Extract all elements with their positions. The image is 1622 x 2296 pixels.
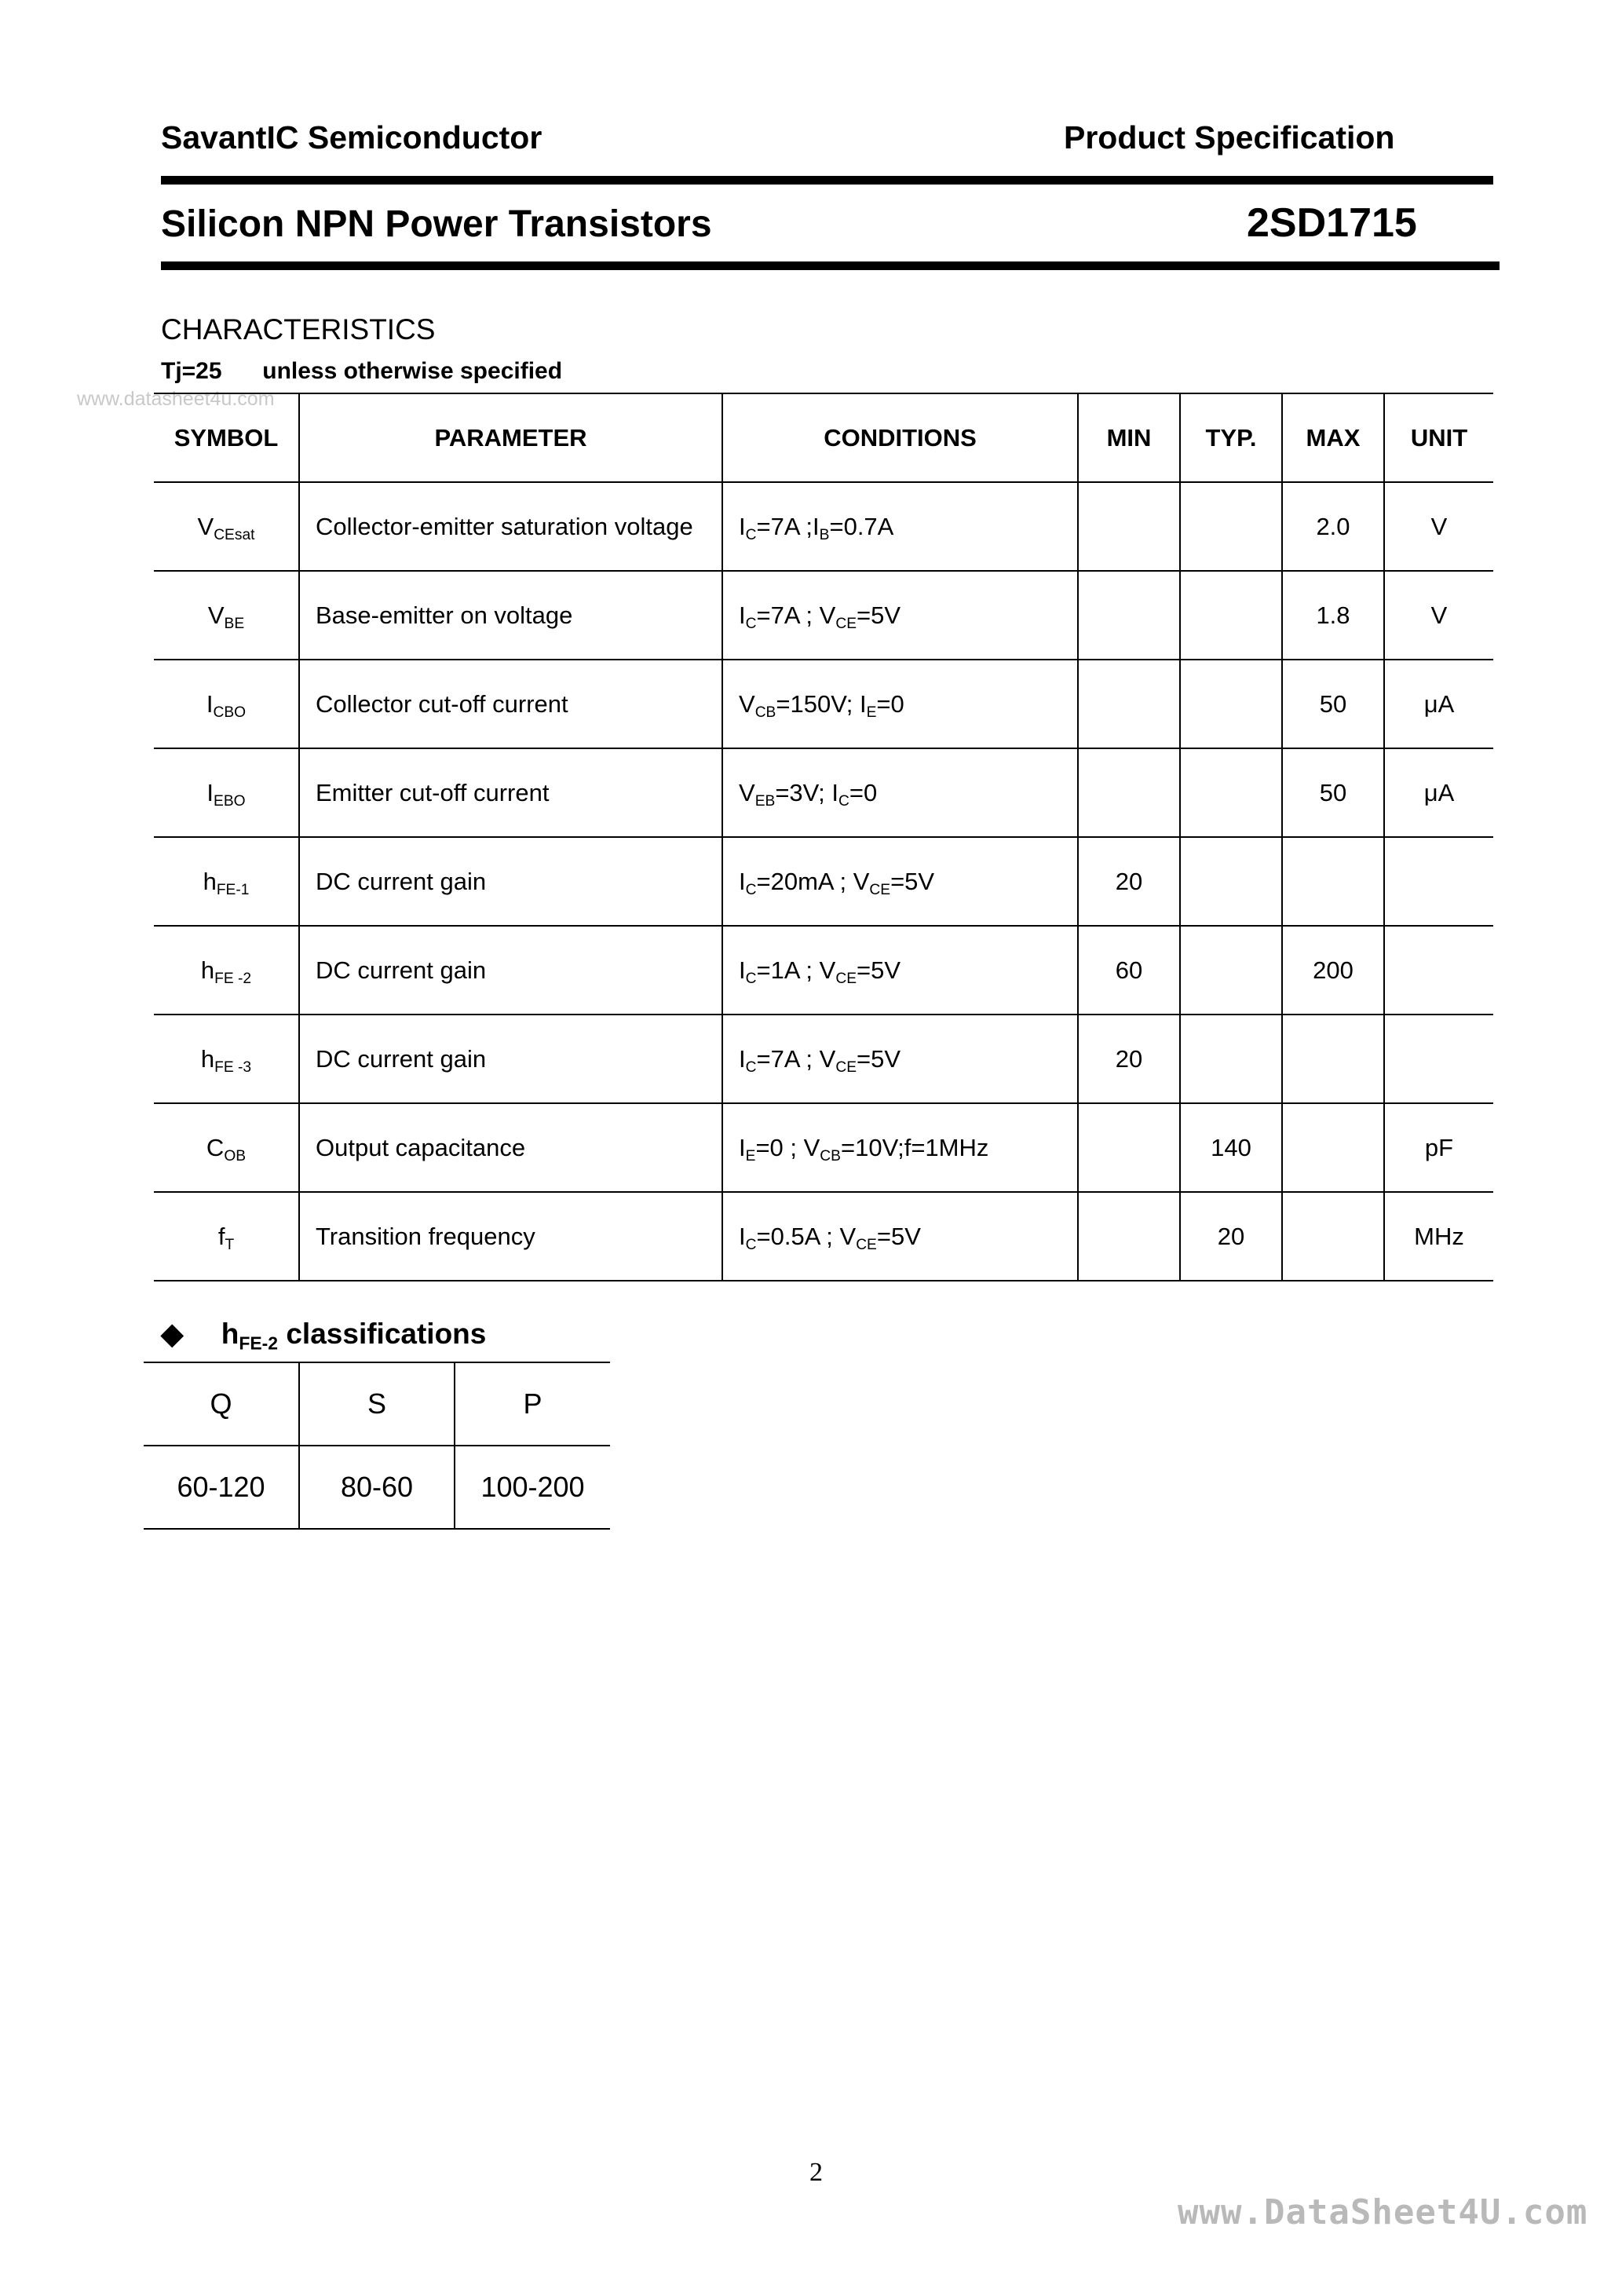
table-row <box>154 1103 1493 1192</box>
condition-text: =5V <box>890 867 935 895</box>
symbol-main: I <box>206 689 214 718</box>
classification-label-row <box>144 1362 610 1446</box>
max-cell <box>1282 1015 1384 1103</box>
hfe-subscript: FE-2 <box>239 1333 279 1354</box>
min-cell: 20 <box>1078 1015 1180 1103</box>
condition-text: =150V; I <box>776 689 867 718</box>
table-row <box>154 1192 1493 1281</box>
min-cell <box>1078 1192 1180 1281</box>
table-row <box>154 926 1493 1015</box>
condition-text: V <box>739 778 755 806</box>
symbol-main: f <box>217 1222 225 1250</box>
symbol-subscript: FE -3 <box>214 1058 252 1076</box>
symbol-subscript: FE -2 <box>214 970 252 987</box>
condition-text: =10V;f=1MHz <box>840 1133 989 1161</box>
col-header: SYMBOL <box>154 393 299 482</box>
symbol-cell <box>154 1015 299 1103</box>
symbol-cell <box>154 660 299 748</box>
max-cell <box>1282 837 1384 926</box>
typ-cell <box>1180 1015 1282 1103</box>
symbol-main: V <box>207 601 225 629</box>
max-cell: 50 <box>1282 660 1384 748</box>
class-range: 60-120 <box>144 1446 299 1529</box>
col-header: CONDITIONS <box>722 393 1078 482</box>
symbol-subscript: OB <box>224 1147 247 1164</box>
classification-value-row <box>144 1446 610 1529</box>
min-cell: 60 <box>1078 926 1180 1015</box>
table-row <box>154 1015 1493 1103</box>
typ-cell <box>1180 748 1282 837</box>
class-range: 100-200 <box>455 1446 610 1529</box>
table-row <box>154 571 1493 660</box>
condition-text: I <box>739 867 746 895</box>
symbol-main: V <box>197 512 214 540</box>
min-cell <box>1078 748 1180 837</box>
doc-type: Product Specification <box>1064 119 1395 155</box>
condition-subscript: CE <box>835 970 857 987</box>
conditions-cell <box>722 926 1078 1015</box>
col-header: TYP. <box>1180 393 1282 482</box>
condition-subscript: CE <box>856 1236 877 1253</box>
max-cell: 1.8 <box>1282 571 1384 660</box>
class-label: Q <box>144 1362 299 1446</box>
unit-cell: V <box>1384 571 1493 660</box>
condition-subscript: EB <box>754 792 776 810</box>
parameter-cell: Emitter cut-off current <box>299 748 722 837</box>
typ-cell <box>1180 482 1282 571</box>
condition-text: =0 <box>876 689 904 718</box>
condition-text: =5V <box>876 1222 921 1250</box>
symbol-cell <box>154 837 299 926</box>
symbol-main: C <box>206 1133 225 1161</box>
watermark-top[interactable]: www.datasheet4u.com <box>77 388 275 410</box>
condition-subscript: B <box>819 526 830 543</box>
unless-specified: unless otherwise specified <box>262 358 563 384</box>
condition-subscript: C <box>745 881 757 898</box>
hfe-symbol: h <box>221 1318 239 1350</box>
diamond-bullet-icon: ◆ <box>161 1318 184 1350</box>
col-header: MIN <box>1078 393 1180 482</box>
unit-cell <box>1384 1015 1493 1103</box>
condition-text: I <box>739 1044 746 1073</box>
condition-text: I <box>739 1222 746 1250</box>
header-rule-bottom <box>161 261 1500 270</box>
page-number: 2 <box>809 2158 823 2187</box>
condition-text: =3V; I <box>775 778 839 806</box>
min-cell <box>1078 660 1180 748</box>
table-row <box>154 837 1493 926</box>
symbol-main: I <box>206 778 214 806</box>
condition-subscript: C <box>745 526 757 543</box>
max-cell: 2.0 <box>1282 482 1384 571</box>
typ-cell <box>1180 926 1282 1015</box>
parameter-cell: DC current gain <box>299 837 722 926</box>
min-cell: 20 <box>1078 837 1180 926</box>
symbol-subscript: BE <box>224 615 245 632</box>
col-header: PARAMETER <box>299 393 722 482</box>
conditions-cell <box>722 837 1078 926</box>
unit-cell: MHz <box>1384 1192 1493 1281</box>
condition-text: =0 ; V <box>755 1133 820 1161</box>
condition-subscript: C <box>745 970 757 987</box>
classification-title: classifications <box>278 1318 487 1350</box>
condition-subscript: C <box>838 792 849 810</box>
col-header: UNIT <box>1384 393 1493 482</box>
condition-text: =7A ; V <box>756 601 836 629</box>
unit-cell <box>1384 926 1493 1015</box>
parameter-cell: Collector-emitter saturation voltage <box>299 482 722 571</box>
symbol-cell <box>154 482 299 571</box>
symbol-cell <box>154 1192 299 1281</box>
section-title: CHARACTERISTICS <box>161 313 436 345</box>
symbol-main: h <box>200 1044 215 1073</box>
condition-text: =0.7A <box>829 512 894 540</box>
condition-text: =7A ; V <box>756 1044 836 1073</box>
condition-text: =0.5A ; V <box>756 1222 857 1250</box>
unit-cell: μA <box>1384 748 1493 837</box>
product-line: Silicon NPN Power Transistors <box>161 203 712 245</box>
condition-text: =5V <box>857 601 901 629</box>
class-label: P <box>455 1362 610 1446</box>
symbol-cell <box>154 1103 299 1192</box>
typ-cell <box>1180 837 1282 926</box>
condition-subscript: C <box>745 615 757 632</box>
condition-text: I <box>739 1133 746 1161</box>
unit-cell: V <box>1384 482 1493 571</box>
condition-subscript: CE <box>835 615 857 632</box>
condition-text: =5V <box>857 1044 901 1073</box>
conditions-cell <box>722 571 1078 660</box>
unit-cell: pF <box>1384 1103 1493 1192</box>
parameter-cell: DC current gain <box>299 926 722 1015</box>
conditions-cell <box>722 660 1078 748</box>
min-cell <box>1078 571 1180 660</box>
symbol-subscript: CBO <box>213 704 247 721</box>
symbol-subscript: EBO <box>214 792 246 810</box>
condition-subscript: C <box>745 1058 757 1076</box>
symbol-cell <box>154 748 299 837</box>
condition-text: =7A ;I <box>756 512 820 540</box>
condition-text: =1A ; V <box>756 956 836 984</box>
watermark-bottom[interactable]: www.DataSheet4U.com <box>1178 2192 1588 2232</box>
header-rule-top <box>161 176 1493 185</box>
symbol-subscript: T <box>225 1236 235 1253</box>
conditions-cell <box>722 482 1078 571</box>
condition-text: I <box>739 512 746 540</box>
part-number: 2SD1715 <box>1247 200 1417 246</box>
class-label: S <box>299 1362 455 1446</box>
parameter-cell: Collector cut-off current <box>299 660 722 748</box>
condition-subscript: CE <box>869 881 891 898</box>
parameter-cell: Output capacitance <box>299 1103 722 1192</box>
conditions-cell <box>722 1015 1078 1103</box>
condition-text: =5V <box>857 956 901 984</box>
condition-subscript: C <box>745 1236 757 1253</box>
max-cell: 200 <box>1282 926 1384 1015</box>
max-cell <box>1282 1103 1384 1192</box>
symbol-cell <box>154 571 299 660</box>
min-cell <box>1078 482 1180 571</box>
classification-table <box>144 1362 610 1530</box>
parameter-cell: DC current gain <box>299 1015 722 1103</box>
conditions-cell <box>722 1103 1078 1192</box>
symbol-main: h <box>200 956 215 984</box>
company-name: SavantIC Semiconductor <box>161 119 542 155</box>
parameter-cell: Transition frequency <box>299 1192 722 1281</box>
max-cell <box>1282 1192 1384 1281</box>
condition-subscript: E <box>866 704 877 721</box>
unit-cell <box>1384 837 1493 926</box>
parameter-cell: Base-emitter on voltage <box>299 571 722 660</box>
characteristics-table <box>154 393 1493 1281</box>
symbol-cell <box>154 926 299 1015</box>
tj-label: Tj=25 <box>161 358 222 384</box>
symbol-subscript: CEsat <box>214 526 255 543</box>
table-row <box>154 748 1493 837</box>
condition-text: V <box>739 689 755 718</box>
col-header: MAX <box>1282 393 1384 482</box>
typ-cell <box>1180 571 1282 660</box>
condition-subscript: CE <box>835 1058 857 1076</box>
condition-text: I <box>739 956 746 984</box>
typ-cell <box>1180 660 1282 748</box>
table-row <box>154 482 1493 571</box>
typ-cell: 140 <box>1180 1103 1282 1192</box>
conditions-cell <box>722 1192 1078 1281</box>
max-cell: 50 <box>1282 748 1384 837</box>
table-row <box>154 660 1493 748</box>
condition-subscript: E <box>745 1147 756 1164</box>
condition-subscript: CB <box>820 1147 841 1164</box>
symbol-subscript: FE-1 <box>216 881 250 898</box>
class-range: 80-60 <box>299 1446 455 1529</box>
test-condition <box>161 358 562 385</box>
condition-text: =20mA ; V <box>756 867 870 895</box>
condition-subscript: CB <box>754 704 776 721</box>
condition-text: I <box>739 601 746 629</box>
min-cell <box>1078 1103 1180 1192</box>
typ-cell: 20 <box>1180 1192 1282 1281</box>
unit-cell: μA <box>1384 660 1493 748</box>
table-header-row <box>154 393 1493 482</box>
conditions-cell <box>722 748 1078 837</box>
condition-text: =0 <box>849 778 878 806</box>
classification-heading <box>161 1317 487 1354</box>
symbol-main: h <box>203 867 217 895</box>
